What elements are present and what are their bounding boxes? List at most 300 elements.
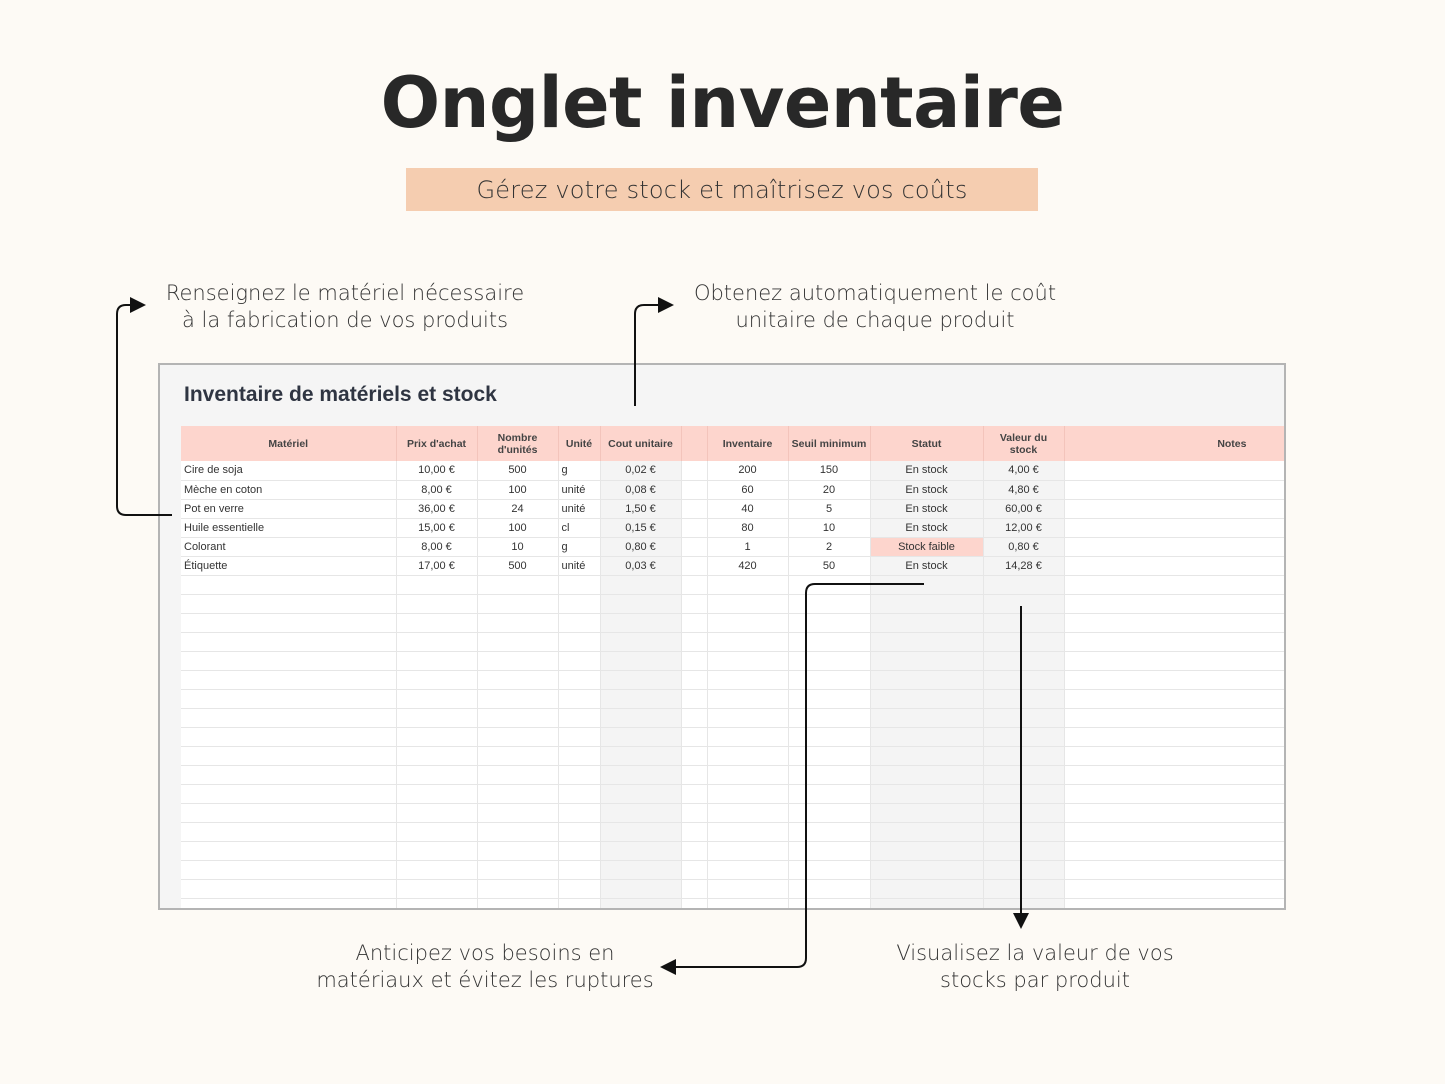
cell-unite[interactable]: unité xyxy=(558,499,600,518)
cell-seuil[interactable]: 10 xyxy=(788,518,870,537)
cell-notes[interactable] xyxy=(1064,746,1286,765)
cell-statut[interactable]: Stock faible xyxy=(870,537,983,556)
empty-row xyxy=(181,765,1286,784)
cell-spacer[interactable] xyxy=(681,803,707,822)
cell-unite[interactable] xyxy=(558,670,600,689)
column-header-spacer xyxy=(681,426,707,461)
cell-notes[interactable] xyxy=(1064,556,1286,575)
cell-spacer[interactable] xyxy=(681,461,707,480)
cell-nombre[interactable] xyxy=(477,727,558,746)
empty-row xyxy=(181,879,1286,898)
table-row xyxy=(181,480,1286,499)
cell-materiel[interactable] xyxy=(181,651,396,670)
cell-statut[interactable] xyxy=(870,879,983,898)
cell-seuil[interactable] xyxy=(788,746,870,765)
cell-cout[interactable] xyxy=(600,746,681,765)
cell-spacer[interactable] xyxy=(681,594,707,613)
cell-nombre[interactable] xyxy=(477,898,558,910)
cell-seuil[interactable]: 2 xyxy=(788,537,870,556)
cell-notes[interactable] xyxy=(1064,727,1286,746)
cell-prix[interactable] xyxy=(396,708,477,727)
cell-inventaire[interactable] xyxy=(707,898,788,910)
cell-nombre[interactable] xyxy=(477,879,558,898)
cell-notes[interactable] xyxy=(1064,461,1286,480)
cell-valeur[interactable] xyxy=(983,784,1064,803)
cell-notes[interactable] xyxy=(1064,689,1286,708)
cell-seuil[interactable] xyxy=(788,822,870,841)
cell-notes[interactable] xyxy=(1064,575,1286,594)
cell-spacer[interactable] xyxy=(681,765,707,784)
cell-seuil[interactable] xyxy=(788,594,870,613)
cell-materiel[interactable] xyxy=(181,613,396,632)
cell-cout[interactable]: 0,15 € xyxy=(600,518,681,537)
cell-cout[interactable] xyxy=(600,784,681,803)
callout-materials: Renseignez le matériel nécessaire à la fabrication de vos produits xyxy=(165,281,525,332)
cell-valeur[interactable] xyxy=(983,803,1064,822)
cell-prix[interactable] xyxy=(396,575,477,594)
callout-stock-value: Visualisez la valeur de vos stocks par produit xyxy=(896,941,1174,992)
cell-unite[interactable]: cl xyxy=(558,518,600,537)
cell-spacer[interactable] xyxy=(681,689,707,708)
cell-inventaire[interactable] xyxy=(707,708,788,727)
cell-spacer[interactable] xyxy=(681,841,707,860)
cell-cout[interactable]: 0,08 € xyxy=(600,480,681,499)
cell-cout[interactable] xyxy=(600,879,681,898)
cell-seuil[interactable]: 150 xyxy=(788,461,870,480)
cell-seuil[interactable] xyxy=(788,689,870,708)
cell-unite[interactable] xyxy=(558,689,600,708)
cell-notes[interactable] xyxy=(1064,765,1286,784)
cell-prix[interactable]: 15,00 € xyxy=(396,518,477,537)
cell-unite[interactable] xyxy=(558,727,600,746)
cell-inventaire[interactable] xyxy=(707,765,788,784)
cell-spacer[interactable] xyxy=(681,537,707,556)
empty-row xyxy=(181,708,1286,727)
cell-materiel[interactable] xyxy=(181,727,396,746)
cell-inventaire[interactable] xyxy=(707,860,788,879)
column-header-seuil: Seuil minimum xyxy=(788,426,870,461)
cell-cout[interactable] xyxy=(600,765,681,784)
cell-materiel[interactable]: Cire de soja xyxy=(181,461,396,480)
cell-valeur[interactable] xyxy=(983,841,1064,860)
cell-spacer[interactable] xyxy=(681,575,707,594)
empty-row xyxy=(181,898,1286,910)
cell-prix[interactable]: 8,00 € xyxy=(396,480,477,499)
cell-cout[interactable] xyxy=(600,841,681,860)
table-header-row xyxy=(181,426,1286,461)
cell-spacer[interactable] xyxy=(681,480,707,499)
cell-valeur[interactable] xyxy=(983,575,1064,594)
cell-notes[interactable] xyxy=(1064,651,1286,670)
cell-cout[interactable] xyxy=(600,670,681,689)
cell-notes[interactable] xyxy=(1064,879,1286,898)
cell-nombre[interactable] xyxy=(477,746,558,765)
empty-row xyxy=(181,784,1286,803)
cell-prix[interactable] xyxy=(396,689,477,708)
cell-unite[interactable] xyxy=(558,822,600,841)
page-title: Onglet inventaire xyxy=(380,62,1065,144)
cell-unite[interactable] xyxy=(558,803,600,822)
cell-nombre[interactable]: 10 xyxy=(477,537,558,556)
cell-inventaire[interactable] xyxy=(707,879,788,898)
cell-seuil[interactable] xyxy=(788,727,870,746)
cell-cout[interactable] xyxy=(600,708,681,727)
cell-prix[interactable]: 10,00 € xyxy=(396,461,477,480)
cell-cout[interactable]: 0,03 € xyxy=(600,556,681,575)
cell-statut[interactable] xyxy=(870,651,983,670)
cell-nombre[interactable]: 100 xyxy=(477,480,558,499)
cell-cout[interactable] xyxy=(600,594,681,613)
cell-notes[interactable] xyxy=(1064,518,1286,537)
cell-inventaire[interactable]: 40 xyxy=(707,499,788,518)
cell-spacer[interactable] xyxy=(681,822,707,841)
cell-cout[interactable] xyxy=(600,575,681,594)
cell-seuil[interactable] xyxy=(788,651,870,670)
cell-seuil[interactable] xyxy=(788,803,870,822)
cell-inventaire[interactable] xyxy=(707,651,788,670)
cell-unite[interactable] xyxy=(558,746,600,765)
cell-unite[interactable] xyxy=(558,841,600,860)
sheet-title: Inventaire de matériels et stock xyxy=(184,383,497,406)
cell-inventaire[interactable]: 200 xyxy=(707,461,788,480)
cell-spacer[interactable] xyxy=(681,651,707,670)
cell-cout[interactable]: 0,80 € xyxy=(600,537,681,556)
inventory-table xyxy=(181,426,1286,910)
cell-inventaire[interactable] xyxy=(707,841,788,860)
cell-prix[interactable] xyxy=(396,632,477,651)
cell-valeur[interactable] xyxy=(983,879,1064,898)
cell-nombre[interactable] xyxy=(477,651,558,670)
cell-unite[interactable] xyxy=(558,632,600,651)
cell-materiel[interactable] xyxy=(181,670,396,689)
cell-materiel[interactable] xyxy=(181,860,396,879)
cell-seuil[interactable] xyxy=(788,784,870,803)
column-header-nombre: Nombre d'unités xyxy=(477,426,558,461)
cell-spacer[interactable] xyxy=(681,613,707,632)
cell-cout[interactable]: 0,02 € xyxy=(600,461,681,480)
cell-materiel[interactable] xyxy=(181,708,396,727)
cell-valeur[interactable] xyxy=(983,746,1064,765)
cell-statut[interactable] xyxy=(870,784,983,803)
empty-row xyxy=(181,689,1286,708)
column-header-statut: Statut xyxy=(870,426,983,461)
cell-unite[interactable] xyxy=(558,765,600,784)
cell-statut[interactable]: En stock xyxy=(870,518,983,537)
cell-unite[interactable]: g xyxy=(558,461,600,480)
cell-prix[interactable] xyxy=(396,594,477,613)
cell-inventaire[interactable]: 80 xyxy=(707,518,788,537)
cell-unite[interactable] xyxy=(558,860,600,879)
cell-statut[interactable] xyxy=(870,594,983,613)
cell-cout[interactable] xyxy=(600,613,681,632)
cell-materiel[interactable]: Colorant xyxy=(181,537,396,556)
cell-spacer[interactable] xyxy=(681,784,707,803)
cell-notes[interactable] xyxy=(1064,822,1286,841)
table-row xyxy=(181,518,1286,537)
cell-cout[interactable] xyxy=(600,803,681,822)
cell-spacer[interactable] xyxy=(681,556,707,575)
column-header-materiel: Matériel xyxy=(181,426,396,461)
table-row xyxy=(181,537,1286,556)
cell-nombre[interactable] xyxy=(477,575,558,594)
cell-inventaire[interactable] xyxy=(707,670,788,689)
cell-seuil[interactable] xyxy=(788,898,870,910)
cell-spacer[interactable] xyxy=(681,518,707,537)
cell-valeur[interactable] xyxy=(983,651,1064,670)
cell-statut[interactable] xyxy=(870,613,983,632)
cell-statut[interactable]: En stock xyxy=(870,499,983,518)
cell-materiel[interactable] xyxy=(181,898,396,910)
cell-seuil[interactable] xyxy=(788,670,870,689)
cell-valeur[interactable] xyxy=(983,898,1064,910)
cell-unite[interactable] xyxy=(558,708,600,727)
column-header-notes: Notes xyxy=(1064,426,1286,461)
cell-nombre[interactable] xyxy=(477,803,558,822)
cell-seuil[interactable]: 20 xyxy=(788,480,870,499)
cell-cout[interactable] xyxy=(600,822,681,841)
cell-statut[interactable] xyxy=(870,860,983,879)
cell-statut[interactable] xyxy=(870,727,983,746)
cell-cout[interactable] xyxy=(600,689,681,708)
cell-materiel[interactable] xyxy=(181,879,396,898)
cell-inventaire[interactable] xyxy=(707,784,788,803)
cell-seuil[interactable] xyxy=(788,575,870,594)
cell-inventaire[interactable] xyxy=(707,594,788,613)
cell-statut[interactable]: En stock xyxy=(870,556,983,575)
cell-notes[interactable] xyxy=(1064,860,1286,879)
cell-notes[interactable] xyxy=(1064,594,1286,613)
column-header-unite: Unité xyxy=(558,426,600,461)
cell-unite[interactable] xyxy=(558,613,600,632)
cell-spacer[interactable] xyxy=(681,499,707,518)
cell-statut[interactable] xyxy=(870,689,983,708)
cell-nombre[interactable] xyxy=(477,784,558,803)
cell-nombre[interactable] xyxy=(477,841,558,860)
cell-inventaire[interactable] xyxy=(707,689,788,708)
cell-notes[interactable] xyxy=(1064,670,1286,689)
cell-inventaire[interactable] xyxy=(707,575,788,594)
cell-prix[interactable] xyxy=(396,613,477,632)
cell-spacer[interactable] xyxy=(681,746,707,765)
cell-valeur[interactable] xyxy=(983,765,1064,784)
cell-valeur[interactable]: 12,00 € xyxy=(983,518,1064,537)
empty-row xyxy=(181,803,1286,822)
cell-valeur[interactable] xyxy=(983,860,1064,879)
cell-unite[interactable] xyxy=(558,784,600,803)
cell-statut[interactable] xyxy=(870,803,983,822)
cell-unite[interactable] xyxy=(558,651,600,670)
cell-materiel[interactable] xyxy=(181,765,396,784)
subtitle-banner xyxy=(406,168,1038,211)
cell-prix[interactable] xyxy=(396,651,477,670)
cell-notes[interactable] xyxy=(1064,499,1286,518)
cell-seuil[interactable]: 5 xyxy=(788,499,870,518)
cell-statut[interactable] xyxy=(870,822,983,841)
cell-spacer[interactable] xyxy=(681,898,707,910)
cell-valeur[interactable]: 4,80 € xyxy=(983,480,1064,499)
cell-materiel[interactable] xyxy=(181,689,396,708)
cell-valeur[interactable] xyxy=(983,708,1064,727)
cell-valeur[interactable] xyxy=(983,822,1064,841)
cell-spacer[interactable] xyxy=(681,632,707,651)
cell-materiel[interactable]: Huile essentielle xyxy=(181,518,396,537)
cell-valeur[interactable]: 4,00 € xyxy=(983,461,1064,480)
cell-prix[interactable] xyxy=(396,746,477,765)
cell-spacer[interactable] xyxy=(681,879,707,898)
cell-spacer[interactable] xyxy=(681,727,707,746)
cell-seuil[interactable] xyxy=(788,613,870,632)
cell-statut[interactable] xyxy=(870,632,983,651)
cell-prix[interactable]: 17,00 € xyxy=(396,556,477,575)
cell-nombre[interactable] xyxy=(477,765,558,784)
cell-seuil[interactable] xyxy=(788,860,870,879)
cell-notes[interactable] xyxy=(1064,784,1286,803)
subtitle-text: Gérez votre stock et maîtrisez vos coûts xyxy=(476,175,968,204)
cell-valeur[interactable] xyxy=(983,613,1064,632)
cell-seuil[interactable] xyxy=(788,879,870,898)
cell-statut[interactable] xyxy=(870,708,983,727)
cell-inventaire[interactable] xyxy=(707,822,788,841)
cell-unite[interactable]: g xyxy=(558,537,600,556)
cell-statut[interactable]: En stock xyxy=(870,461,983,480)
cell-valeur[interactable]: 14,28 € xyxy=(983,556,1064,575)
cell-nombre[interactable]: 500 xyxy=(477,461,558,480)
cell-seuil[interactable] xyxy=(788,841,870,860)
cell-cout[interactable] xyxy=(600,651,681,670)
cell-materiel[interactable] xyxy=(181,746,396,765)
cell-notes[interactable] xyxy=(1064,613,1286,632)
cell-statut[interactable] xyxy=(870,898,983,910)
cell-valeur[interactable]: 0,80 € xyxy=(983,537,1064,556)
cell-prix[interactable] xyxy=(396,841,477,860)
cell-nombre[interactable]: 24 xyxy=(477,499,558,518)
cell-unite[interactable] xyxy=(558,879,600,898)
spreadsheet-preview xyxy=(158,363,1286,910)
empty-row xyxy=(181,841,1286,860)
cell-prix[interactable]: 8,00 € xyxy=(396,537,477,556)
cell-cout[interactable] xyxy=(600,898,681,910)
cell-seuil[interactable] xyxy=(788,632,870,651)
cell-notes[interactable] xyxy=(1064,841,1286,860)
cell-notes[interactable] xyxy=(1064,537,1286,556)
empty-row xyxy=(181,613,1286,632)
empty-row xyxy=(181,594,1286,613)
cell-materiel[interactable] xyxy=(181,632,396,651)
cell-prix[interactable] xyxy=(396,670,477,689)
column-header-cout: Cout unitaire xyxy=(600,426,681,461)
cell-notes[interactable] xyxy=(1064,480,1286,499)
cell-nombre[interactable] xyxy=(477,860,558,879)
cell-unite[interactable] xyxy=(558,594,600,613)
cell-materiel[interactable] xyxy=(181,841,396,860)
column-header-valeur: Valeur du stock xyxy=(983,426,1064,461)
cell-nombre[interactable] xyxy=(477,689,558,708)
cell-prix[interactable] xyxy=(396,727,477,746)
cell-unite[interactable] xyxy=(558,575,600,594)
cell-materiel[interactable] xyxy=(181,594,396,613)
cell-valeur[interactable] xyxy=(983,689,1064,708)
cell-prix[interactable] xyxy=(396,784,477,803)
cell-notes[interactable] xyxy=(1064,632,1286,651)
cell-inventaire[interactable] xyxy=(707,632,788,651)
cell-valeur[interactable]: 60,00 € xyxy=(983,499,1064,518)
cell-valeur[interactable] xyxy=(983,594,1064,613)
cell-valeur[interactable] xyxy=(983,670,1064,689)
cell-materiel[interactable] xyxy=(181,575,396,594)
cell-unite[interactable] xyxy=(558,898,600,910)
empty-row xyxy=(181,632,1286,651)
cell-prix[interactable] xyxy=(396,879,477,898)
cell-notes[interactable] xyxy=(1064,708,1286,727)
cell-nombre[interactable] xyxy=(477,613,558,632)
cell-inventaire[interactable] xyxy=(707,803,788,822)
cell-prix[interactable] xyxy=(396,860,477,879)
cell-nombre[interactable] xyxy=(477,670,558,689)
cell-unite[interactable]: unité xyxy=(558,480,600,499)
cell-statut[interactable] xyxy=(870,746,983,765)
cell-spacer[interactable] xyxy=(681,860,707,879)
empty-row xyxy=(181,746,1286,765)
cell-nombre[interactable]: 100 xyxy=(477,518,558,537)
cell-seuil[interactable] xyxy=(788,708,870,727)
cell-materiel[interactable]: Mèche en coton xyxy=(181,480,396,499)
cell-notes[interactable] xyxy=(1064,898,1286,910)
cell-notes[interactable] xyxy=(1064,803,1286,822)
cell-nombre[interactable] xyxy=(477,632,558,651)
cell-materiel[interactable] xyxy=(181,803,396,822)
cell-seuil[interactable]: 50 xyxy=(788,556,870,575)
cell-statut[interactable]: En stock xyxy=(870,480,983,499)
cell-seuil[interactable] xyxy=(788,765,870,784)
cell-prix[interactable] xyxy=(396,803,477,822)
cell-statut[interactable] xyxy=(870,670,983,689)
cell-cout[interactable] xyxy=(600,727,681,746)
cell-prix[interactable] xyxy=(396,822,477,841)
cell-valeur[interactable] xyxy=(983,727,1064,746)
cell-unite[interactable]: unité xyxy=(558,556,600,575)
cell-statut[interactable] xyxy=(870,841,983,860)
cell-nombre[interactable] xyxy=(477,822,558,841)
callout-unit-cost: Obtenez automatiquement le coût unitaire de chaque produit xyxy=(693,281,1057,332)
cell-prix[interactable]: 36,00 € xyxy=(396,499,477,518)
cell-statut[interactable] xyxy=(870,765,983,784)
cell-cout[interactable] xyxy=(600,632,681,651)
cell-inventaire[interactable] xyxy=(707,746,788,765)
cell-inventaire[interactable] xyxy=(707,727,788,746)
cell-nombre[interactable] xyxy=(477,708,558,727)
cell-inventaire[interactable]: 420 xyxy=(707,556,788,575)
cell-materiel[interactable] xyxy=(181,784,396,803)
cell-materiel[interactable]: Étiquette xyxy=(181,556,396,575)
cell-valeur[interactable] xyxy=(983,632,1064,651)
cell-prix[interactable] xyxy=(396,765,477,784)
cell-cout[interactable] xyxy=(600,860,681,879)
cell-spacer[interactable] xyxy=(681,670,707,689)
cell-prix[interactable] xyxy=(396,898,477,910)
empty-row xyxy=(181,860,1286,879)
cell-cout[interactable]: 1,50 € xyxy=(600,499,681,518)
cell-materiel[interactable] xyxy=(181,822,396,841)
cell-inventaire[interactable] xyxy=(707,613,788,632)
cell-materiel[interactable]: Pot en verre xyxy=(181,499,396,518)
cell-inventaire[interactable]: 1 xyxy=(707,537,788,556)
cell-statut[interactable] xyxy=(870,575,983,594)
cell-nombre[interactable]: 500 xyxy=(477,556,558,575)
cell-spacer[interactable] xyxy=(681,708,707,727)
callout-anticipate: Anticipez vos besoins en matériaux et évitez les ruptures xyxy=(316,941,654,992)
cell-nombre[interactable] xyxy=(477,594,558,613)
cell-inventaire[interactable]: 60 xyxy=(707,480,788,499)
